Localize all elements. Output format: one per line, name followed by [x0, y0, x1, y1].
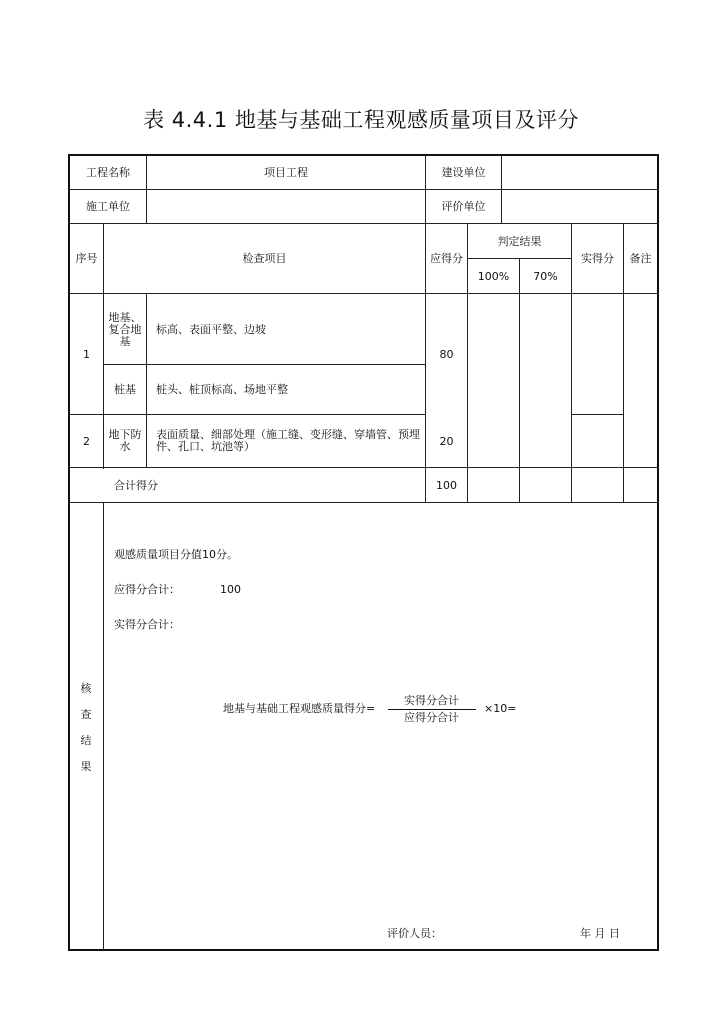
- row2-score: 20: [439, 434, 454, 448]
- row1b-category: 桩基: [114, 383, 136, 396]
- col-due-score-header: 应得分: [430, 252, 463, 265]
- row1-index: 1: [83, 347, 90, 361]
- formula-prefix: 地基与基础工程观感质量得分=: [223, 702, 376, 715]
- actual-total-label: 实得分合计：: [114, 618, 180, 631]
- col-index-header: 序号: [75, 252, 98, 265]
- row1a-category: 地基、复合地基: [108, 311, 142, 348]
- grid-line: [103, 502, 104, 950]
- grid-line: [571, 414, 624, 415]
- table-border-right: [657, 154, 659, 951]
- col-judgement-header: 判定结果: [497, 234, 542, 248]
- col-pct-70-header: 70%: [533, 269, 558, 283]
- builder-value[interactable]: [502, 156, 657, 189]
- page-title: 表 4.4.1 地基与基础工程观感质量项目及评分: [143, 108, 579, 132]
- col-actual-header: 实得分: [581, 252, 614, 265]
- formula-numerator: 实得分合计: [404, 694, 459, 707]
- builder-label: 建设单位: [441, 166, 486, 179]
- total-score: 100: [436, 478, 457, 492]
- construction-unit-label: 施工单位: [86, 200, 130, 213]
- due-total-label: 应得分合计：: [114, 583, 180, 596]
- formula-suffix: ×10=: [484, 702, 517, 715]
- project-name-label: 工程名称: [86, 166, 130, 179]
- formula-denominator: 应得分合计: [404, 711, 459, 724]
- row1-score: 80: [439, 347, 454, 361]
- row2-index: 2: [83, 434, 90, 448]
- construction-unit-value[interactable]: [147, 190, 425, 223]
- col-pct-100-header: 100%: [477, 269, 510, 283]
- grid-line: [146, 294, 147, 468]
- row1a-item: 标高、表面平整、边坡: [156, 322, 266, 336]
- date-label: 年 月 日: [580, 927, 620, 940]
- evaluator-label: 评价人员：: [387, 927, 442, 940]
- col-remark-header: 备注: [629, 252, 652, 265]
- evaluator-unit-value[interactable]: [502, 190, 657, 223]
- result-side-label: [76, 676, 96, 780]
- row2-category: 地下防水: [108, 428, 142, 453]
- total-label: 合计得分: [114, 478, 158, 492]
- result-side-label-chars: 核 查 结 果: [80, 682, 92, 773]
- evaluator-unit-label: 评价单位: [441, 200, 486, 213]
- row1b-item: 桩头、桩顶标高、场地平整: [156, 383, 288, 396]
- score-note: 观感质量项目分值10分。: [114, 548, 238, 561]
- col-item-header: 检查项目: [242, 252, 287, 265]
- project-name-value[interactable]: 项目工程: [264, 166, 308, 179]
- grid-line: [69, 502, 658, 503]
- fraction-bar: [388, 709, 476, 710]
- due-total-value: 100: [220, 583, 241, 596]
- table-border-bottom: [68, 949, 659, 951]
- row2-item: 表面质量、细部处理（施工缝、变形缝、穿墙管、预埋件、孔口、坑池等）: [156, 428, 420, 453]
